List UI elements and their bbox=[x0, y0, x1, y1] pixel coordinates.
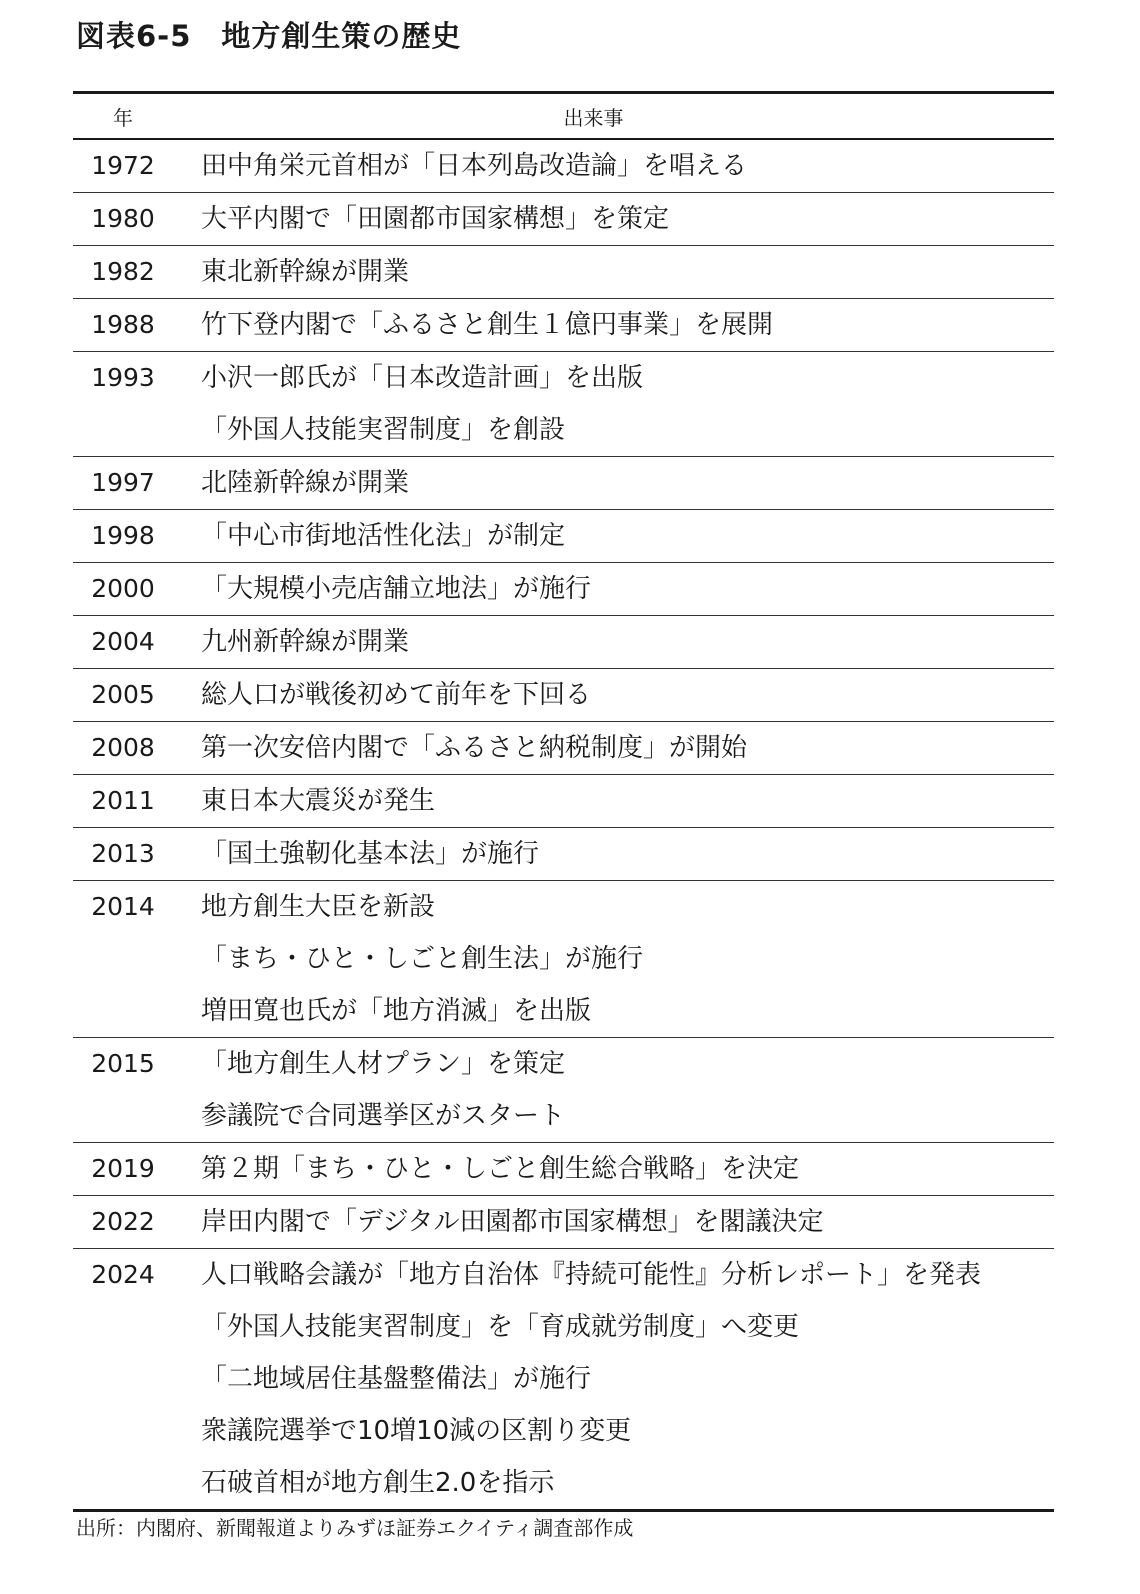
event-text: 「外国人技能実習制度」を創設 bbox=[201, 415, 566, 445]
events-cell bbox=[201, 881, 1054, 1037]
event-text: 衆議院選挙で10増10減の区割り変更 bbox=[201, 1416, 632, 1446]
event-text: 第２期「まち・ひと・しごと創生総合戦略」を決定 bbox=[201, 1154, 800, 1184]
figure-title: 図表6-5 地方創生策の歴史 bbox=[76, 19, 462, 53]
table-row bbox=[73, 669, 1054, 722]
table-row bbox=[73, 193, 1054, 246]
table-row bbox=[73, 352, 1054, 457]
event-text: 増田寛也氏が「地方消滅」を出版 bbox=[201, 996, 592, 1026]
column-gap bbox=[173, 669, 201, 721]
event-text: 「まち・ひと・しごと創生法」が施行 bbox=[201, 944, 644, 974]
year-cell: 2019 bbox=[91, 1154, 155, 1183]
event-text: 「外国人技能実習制度」を「育成就労制度」へ変更 bbox=[201, 1312, 800, 1342]
table-row bbox=[73, 1196, 1054, 1249]
event-text: 大平内閣で「田園都市国家構想」を策定 bbox=[201, 204, 670, 234]
event-text: 岸田内閣で「デジタル田園都市国家構想」を閣議決定 bbox=[201, 1207, 824, 1237]
history-table bbox=[73, 91, 1054, 1512]
column-gap bbox=[173, 1196, 201, 1248]
events-cell bbox=[201, 510, 1054, 562]
column-gap bbox=[173, 193, 201, 245]
table-row bbox=[73, 246, 1054, 299]
table-row bbox=[73, 722, 1054, 775]
column-gap bbox=[173, 457, 201, 509]
event-text: 石破首相が地方創生2.0を指示 bbox=[201, 1468, 555, 1498]
events-cell bbox=[201, 563, 1054, 615]
events-cell bbox=[201, 1196, 1054, 1248]
column-gap bbox=[173, 616, 201, 668]
table-body bbox=[73, 140, 1054, 1509]
year-cell: 2015 bbox=[91, 1049, 155, 1078]
events-cell bbox=[201, 722, 1054, 774]
event-text: 田中角栄元首相が「日本列島改造論」を唱える bbox=[201, 151, 748, 181]
year-cell: 2013 bbox=[91, 839, 155, 868]
event-text: 竹下登内閣で「ふるさと創生１億円事業」を展開 bbox=[201, 310, 774, 340]
table-row bbox=[73, 1143, 1054, 1196]
event-text: 参議院で合同選挙区がスタート bbox=[201, 1101, 566, 1131]
column-gap bbox=[173, 352, 201, 456]
table-row bbox=[73, 1038, 1054, 1143]
year-cell: 2022 bbox=[91, 1207, 155, 1236]
events-cell bbox=[201, 140, 1054, 192]
year-cell: 2024 bbox=[91, 1260, 155, 1289]
year-cell: 1982 bbox=[91, 257, 155, 286]
table-header bbox=[73, 94, 1054, 138]
year-cell: 2000 bbox=[91, 574, 155, 603]
events-cell bbox=[201, 1143, 1054, 1195]
events-cell bbox=[201, 352, 1054, 456]
event-text: 第一次安倍内閣で「ふるさと納税制度」が開始 bbox=[201, 733, 748, 763]
column-gap bbox=[173, 1038, 201, 1142]
event-text: 「二地域居住基盤整備法」が施行 bbox=[201, 1364, 592, 1394]
events-cell bbox=[201, 828, 1054, 880]
year-cell: 1972 bbox=[91, 151, 155, 180]
column-gap bbox=[173, 140, 201, 192]
table-row bbox=[73, 140, 1054, 193]
event-text: 東日本大震災が発生 bbox=[201, 786, 436, 816]
column-gap bbox=[173, 563, 201, 615]
events-cell bbox=[201, 299, 1054, 351]
event-text: 総人口が戦後初めて前年を下回る bbox=[201, 680, 592, 710]
column-gap bbox=[173, 246, 201, 298]
column-gap bbox=[173, 775, 201, 827]
column-gap bbox=[173, 722, 201, 774]
year-cell: 2005 bbox=[91, 680, 155, 709]
source-note: 出所：内閣府、新聞報道よりみずほ証券エクイティ調査部作成 bbox=[76, 1516, 634, 1540]
table-row bbox=[73, 775, 1054, 828]
event-text: 九州新幹線が開業 bbox=[201, 627, 410, 657]
events-cell bbox=[201, 616, 1054, 668]
table-row bbox=[73, 828, 1054, 881]
table-row bbox=[73, 510, 1054, 563]
event-text: 「地方創生人材プラン」を策定 bbox=[201, 1049, 566, 1079]
column-gap bbox=[173, 299, 201, 351]
event-text: 「国土強靭化基本法」が施行 bbox=[201, 839, 540, 869]
event-text: 人口戦略会議が「地方自治体『持続可能性』分析レポート」を発表 bbox=[201, 1260, 982, 1290]
events-cell bbox=[201, 246, 1054, 298]
year-cell: 1988 bbox=[91, 310, 155, 339]
column-gap bbox=[173, 881, 201, 1037]
column-gap bbox=[173, 1143, 201, 1195]
events-cell bbox=[201, 457, 1054, 509]
events-cell bbox=[201, 193, 1054, 245]
events-cell bbox=[201, 775, 1054, 827]
table-row bbox=[73, 616, 1054, 669]
event-text: 「大規模小売店舗立地法」が施行 bbox=[201, 574, 592, 604]
column-gap bbox=[173, 510, 201, 562]
event-text: 東北新幹線が開業 bbox=[201, 257, 410, 287]
table-row bbox=[73, 1249, 1054, 1509]
events-cell bbox=[201, 1038, 1054, 1142]
table-row bbox=[73, 881, 1054, 1038]
header-year: 年 bbox=[113, 105, 133, 130]
event-text: 「中心市街地活性化法」が制定 bbox=[201, 521, 566, 551]
year-cell: 2004 bbox=[91, 627, 155, 656]
year-cell: 2014 bbox=[91, 892, 155, 921]
column-gap bbox=[173, 1249, 201, 1509]
event-text: 地方創生大臣を新設 bbox=[201, 892, 436, 922]
year-cell: 1980 bbox=[91, 204, 155, 233]
year-cell: 1998 bbox=[91, 521, 155, 550]
event-text: 小沢一郎氏が「日本改造計画」を出版 bbox=[201, 363, 644, 393]
year-cell: 1993 bbox=[91, 363, 155, 392]
table-row bbox=[73, 457, 1054, 510]
event-text: 北陸新幹線が開業 bbox=[201, 468, 410, 498]
table-row bbox=[73, 563, 1054, 616]
year-cell: 2008 bbox=[91, 733, 155, 762]
year-cell: 1997 bbox=[91, 468, 155, 497]
year-cell: 2011 bbox=[91, 786, 155, 815]
events-cell bbox=[201, 669, 1054, 721]
header-event: 出来事 bbox=[563, 105, 624, 130]
column-gap bbox=[173, 828, 201, 880]
events-cell bbox=[201, 1249, 1054, 1509]
table-row bbox=[73, 299, 1054, 352]
